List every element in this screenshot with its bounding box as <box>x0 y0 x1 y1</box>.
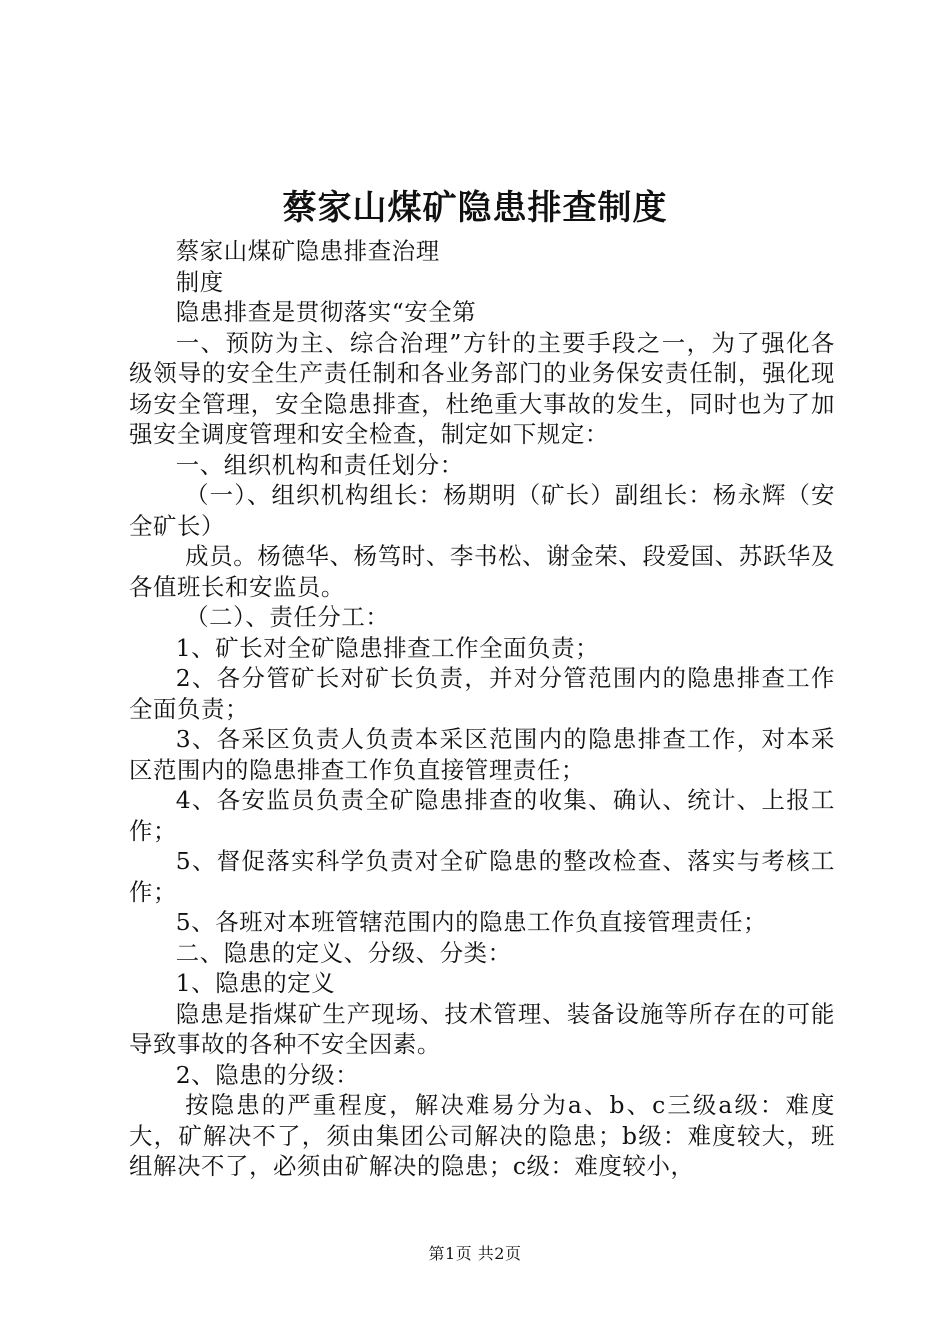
document-title: 蔡家山煤矿隐患排查制度 <box>282 188 668 228</box>
subsection-heading: 1、隐患的定义 <box>175 969 336 997</box>
body-paragraph: 蔡家山煤矿隐患排查治理 <box>175 237 440 265</box>
list-item: 4、各安监员负责全矿隐患排查的收集、确认、统计、上报工作； <box>129 786 835 845</box>
body-paragraph: 隐患排查是贯彻落实“安全第 <box>175 298 477 326</box>
document-body <box>129 236 835 1182</box>
body-paragraph: 隐患是指煤矿生产现场、技术管理、装备设施等所存在的可能导致事故的各种不安全因素。 <box>129 999 835 1058</box>
body-paragraph: 制度 <box>175 267 224 296</box>
page-number-footer: 第1页 共2页 <box>428 1244 522 1263</box>
body-paragraph: 成员。杨德华、杨笃时、李书松、谢金荣、段爱国、苏跃华及各值班长和安监员。 <box>129 542 835 601</box>
list-item: 5、各班对本班管辖范围内的隐患工作负直接管理责任； <box>175 908 768 936</box>
body-paragraph: 按隐患的严重程度，解决难易分为a、b、c三级a级：难度大，矿解决不了，须由集团公司解决的隐患；b级：难度较大，班组解决不了，必须由矿解决的隐患；c级：难度较小， <box>129 1091 835 1180</box>
section-heading: 二、隐患的定义、分级、分类： <box>175 938 512 967</box>
subsection-heading: （一）、组织机构组长：杨期明（矿长）副组长：杨永辉（安全矿长） <box>129 481 835 540</box>
list-item: 1、矿长对全矿隐患排查工作全面负责； <box>175 633 600 662</box>
list-item: 5、督促落实科学负责对全矿隐患的整改检查、落实与考核工作； <box>129 847 835 906</box>
subsection-heading: （二）、责任分工： <box>185 603 390 631</box>
body-paragraph: 一、预防为主、综合治理”方针的主要手段之一，为了强化各级领导的安全生产责任制和各业务部门的业务保安责任制，强化现场安全管理，安全隐患排查，杜绝重大事故的发生，同时也为了加强安全调度管理和安全检查，制定如下规定： <box>129 328 835 448</box>
subsection-heading: 2、隐患的分级： <box>175 1060 360 1089</box>
section-heading: 一、组织机构和责任划分： <box>175 450 464 479</box>
list-item: 2、各分管矿长对矿长负责，并对分管范围内的隐患排查工作全面负责； <box>129 664 835 723</box>
list-item: 3、各采区负责人负责本采区范围内的隐患排查工作，对本采区范围内的隐患排查工作负直接管理责任； <box>129 725 835 784</box>
